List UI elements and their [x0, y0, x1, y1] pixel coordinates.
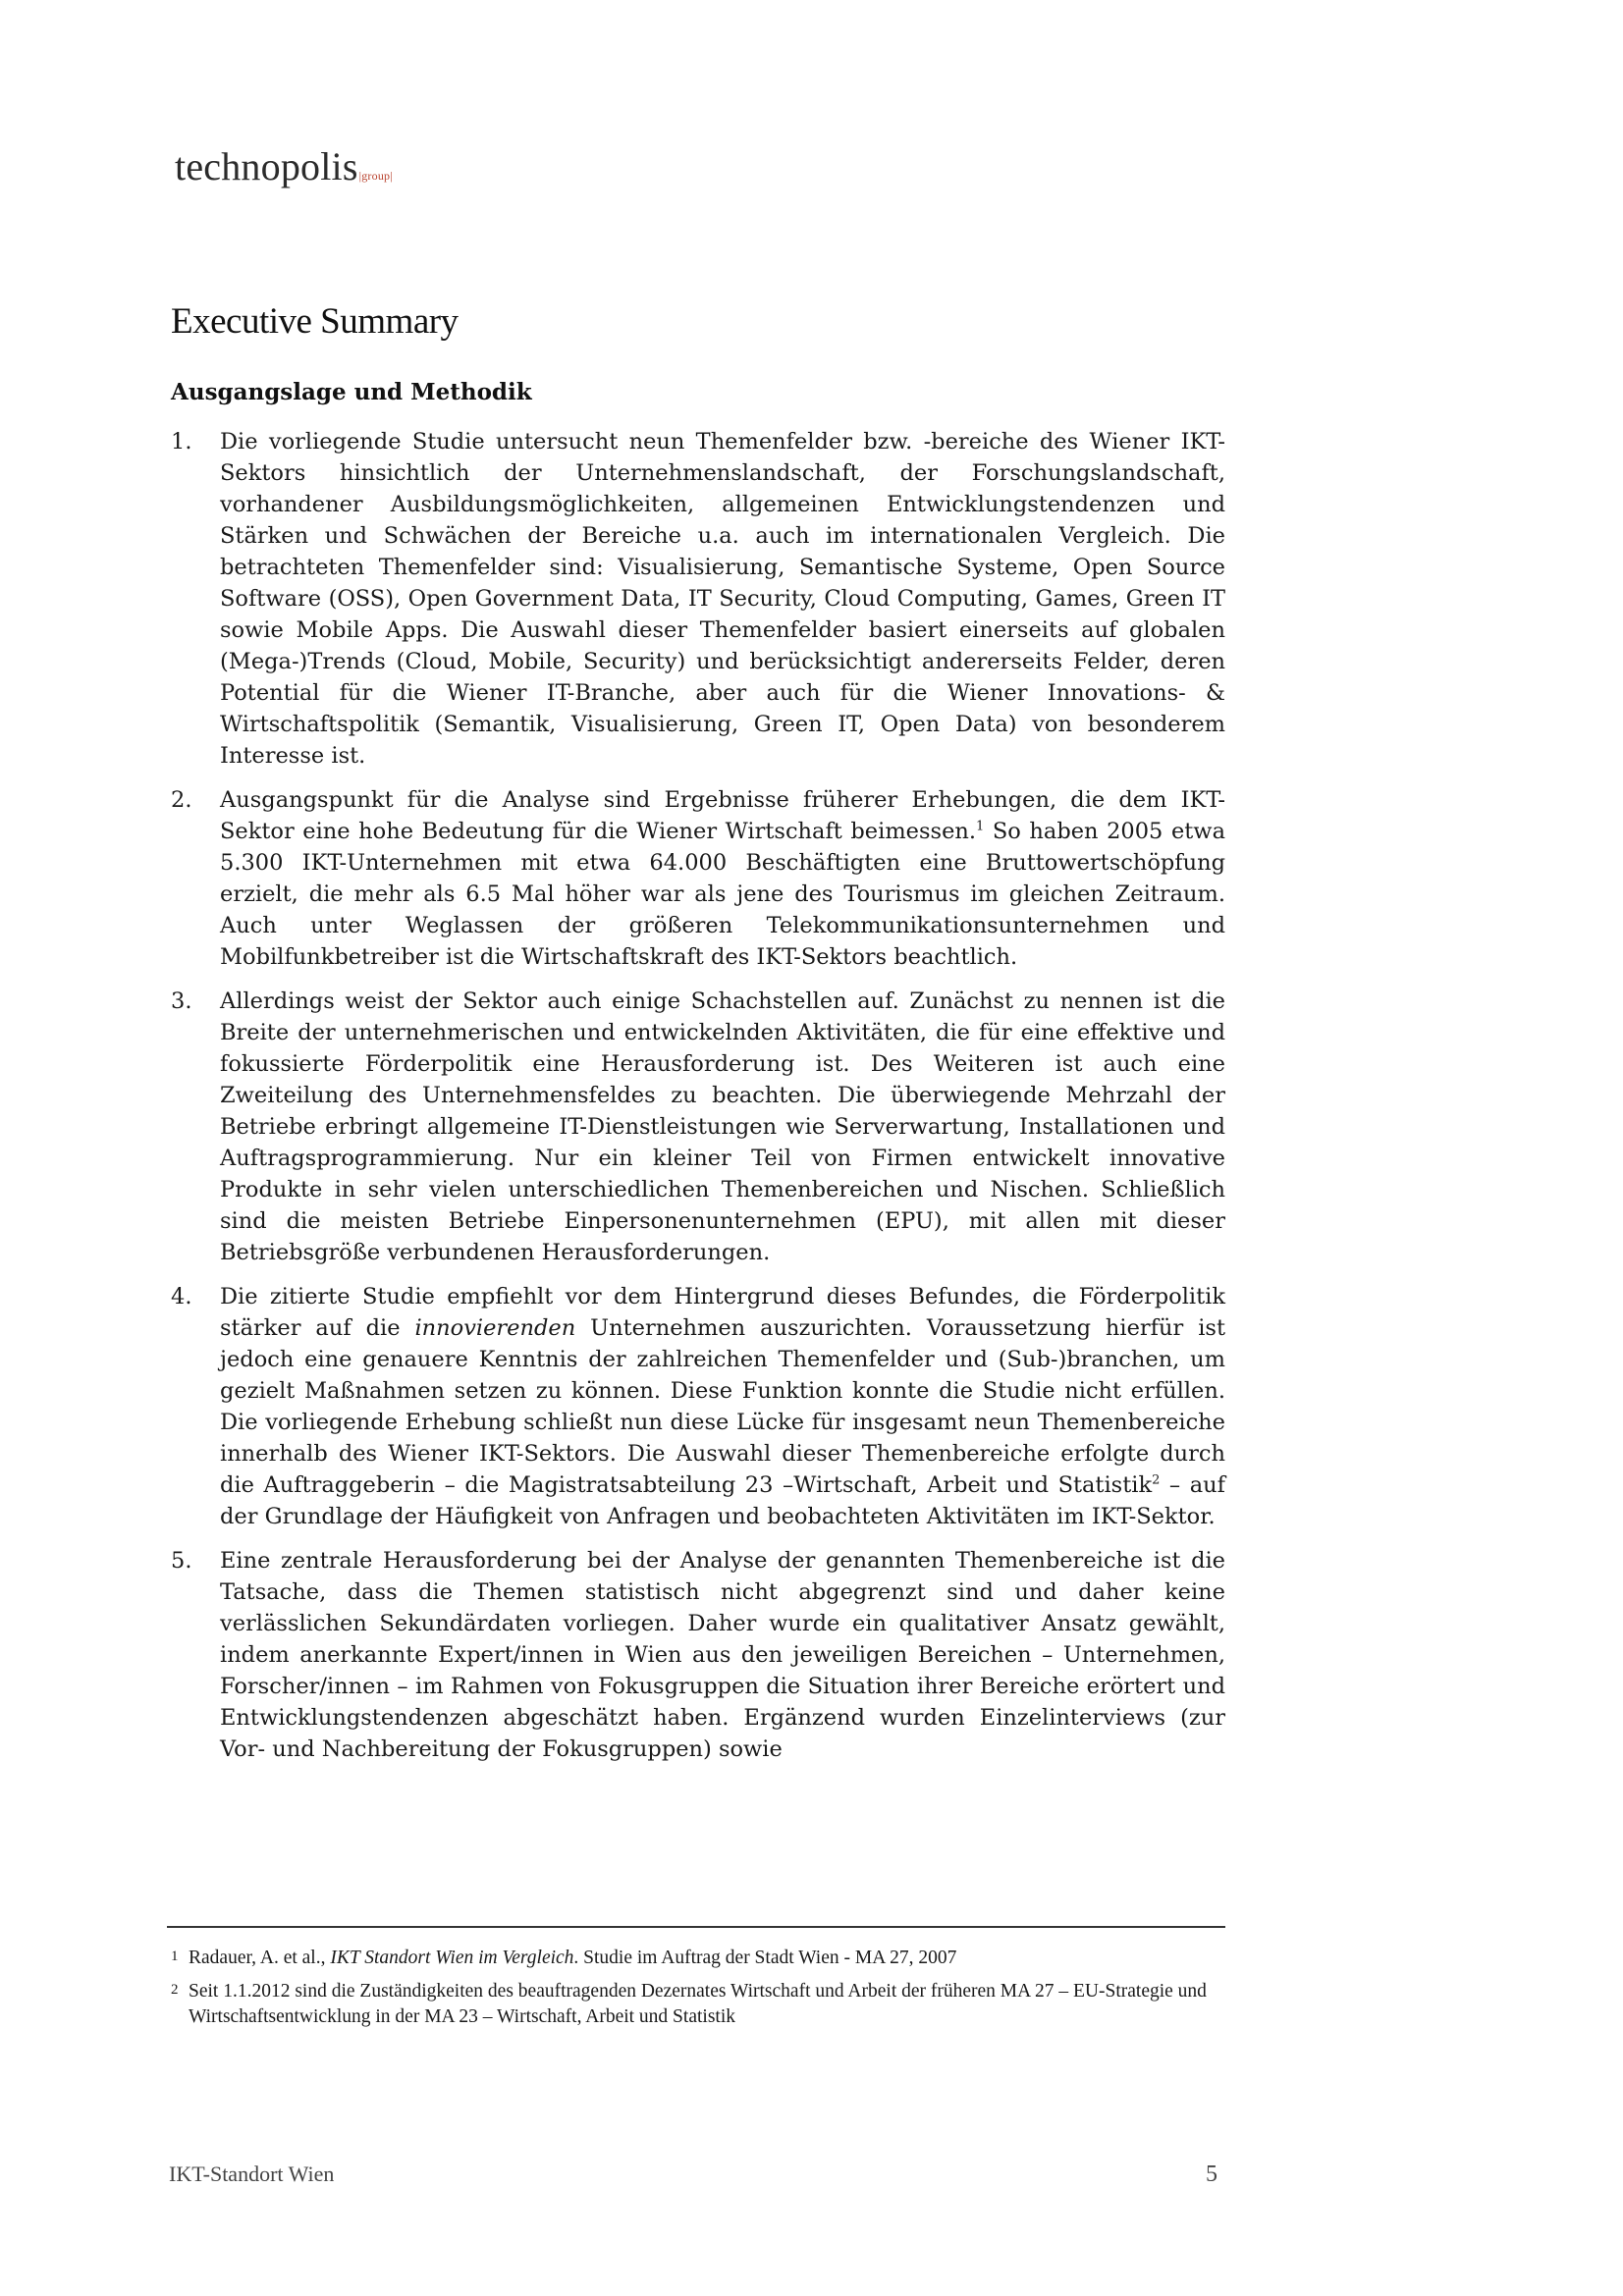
footer-document-title: IKT-Standort Wien [169, 2162, 335, 2186]
paragraph-1 [171, 426, 1225, 772]
page-title: Executive Summary [171, 301, 459, 342]
paragraph-3 [171, 986, 1225, 1268]
paragraph-text-cont: Unternehmen auszurichten. Voraussetzung hierfür ist jedoch eine genauere Kenntnis der zahlreichen Themenfelder und (Sub-)branchen, um gezielt Maßnahmen setzen zu können. Diese Funktion konnte die Studie nicht erfüllen. Die vorliegende Erhebung schließt nun diese Lücke für insgesamt neun Themenbereiche innerhalb des Wiener IKT-Sektors. Die Auswahl dieser Themenbereiche erfolgte durch die Auftraggeberin – die Magistratsabteilung 23 –Wirtschaft, Arbeit und Statistik [220, 1315, 1225, 1498]
paragraph-number: 1. [171, 429, 192, 454]
emphasis-innovierenden: innovierenden [414, 1315, 576, 1341]
footnotes [171, 1946, 1231, 2038]
paragraph-number: 2. [171, 787, 192, 813]
footnote-title: IKT Standort Wien im Vergleich [330, 1948, 574, 1968]
paragraph-5 [171, 1545, 1225, 1765]
paragraph-4 [171, 1281, 1225, 1532]
footnote-ref-2[interactable]: 2 [1152, 1472, 1161, 1488]
numbered-paragraphs [171, 426, 1225, 1778]
paragraph-text: Eine zentrale Herausforderung bei der Analyse der genannten Themenbereiche ist die Tatsache, dass die Themen statistisch nicht abgegrenzt sind und daher keine verlässlichen Sekundärdaten vorliegen. Daher wurde ein qualitativer Ansatz gewählt, indem anerkannte Expert/innen in Wien aus den jeweiligen Bereichen – Unternehmen, Forscher/innen – im Rahmen von Fokusgruppen die Situation ihrer Bereiche erörtert und Entwicklungstendenzen abgeschätzt haben. Ergänzend wurden Einzelinterviews (zur Vor- und Nachbereitung der Fokusgruppen) sowie [220, 1548, 1225, 1762]
logo-wordmark: technopolis [175, 144, 358, 188]
footnote-2 [171, 1979, 1231, 2030]
paragraph-number: 3. [171, 988, 192, 1014]
paragraph-text-end: – auf der Grundlage der Häufigkeit von Anfragen und beobachteten Aktivitäten im IKT-Sektor. [220, 1472, 1225, 1529]
paragraph-text-cont: So haben 2005 etwa 5.300 IKT-Unternehmen mit etwa 64.000 Beschäftigten eine Bruttowertschöpfung erzielt, die mehr als 6.5 Mal höher war als jene des Tourismus im gleichen Zeitraum. Auch unter Weglassen der größeren Telekommunikationsunternehmen und Mobilfunkbetreiber ist die Wirtschaftskraft des IKT-Sektors beachtlich. [220, 819, 1225, 970]
footnote-text: Radauer, A. et al., [189, 1948, 331, 1968]
paragraph-2 [171, 784, 1225, 973]
footnote-text-cont: . Studie im Auftrag der Stadt Wien - MA 27, 2007 [573, 1948, 957, 1968]
logo-group-tag: |group| [358, 169, 393, 183]
page-number: 5 [1206, 2162, 1217, 2187]
footnote-number: 2 [171, 1982, 179, 1998]
paragraph-text: Ausgangspunkt für die Analyse sind Ergebnisse früherer Erhebungen, die dem IKT-Sektor eine hohe Bedeutung für die Wiener Wirtschaft beimessen. [220, 787, 1225, 844]
section-subtitle: Ausgangslage und Methodik [171, 379, 532, 405]
footnote-ref-1[interactable]: 1 [976, 819, 985, 834]
footnote-1 [171, 1946, 1231, 1971]
footnote-number: 1 [171, 1949, 179, 1964]
paragraph-text: Die vorliegende Studie untersucht neun Themenfelder bzw. -bereiche des Wiener IKT-Sektors hinsichtlich der Unternehmenslandschaft, der Forschungslandschaft, vorhandener Ausbildungsmöglichkeiten, allgemeinen Entwicklungstendenzen und Stärken und Schwächen der Bereiche u.a. auch im internationalen Vergleich. Die betrachteten Themenfelder sind: Visualisierung, Semantische Systeme, Open Source Software (OSS), Open Government Data, IT Security, Cloud Computing, Games, Green IT sowie Mobile Apps. Die Auswahl dieser Themenfelder basiert einerseits auf globalen (Mega-)Trends (Cloud, Mobile, Security) und berücksichtigt andererseits Felder, deren Potential für die Wiener IT-Branche, aber auch für die Wiener Innovations- & Wirtschaftspolitik (Semantik, Visualisierung, Green IT, Open Data) von besonderem Interesse ist. [220, 429, 1225, 769]
technopolis-logo [175, 143, 393, 189]
footnote-divider [167, 1926, 1225, 1928]
paragraph-text: Allerdings weist der Sektor auch einige Schachstellen auf. Zunächst zu nennen ist die Breite der unternehmerischen und entwickelnden Aktivitäten, die für eine effektive und fokussierte Förderpolitik eine Herausforderung ist. Des Weiteren ist auch eine Zweiteilung des Unternehmensfeldes zu beachten. Die überwiegende Mehrzahl der Betriebe erbringt allgemeine IT-Dienstleistungen wie Serverwartung, Installationen und Auftragsprogrammierung. Nur ein kleiner Teil von Firmen entwickelt innovative Produkte in sehr vielen unterschiedlichen Themenbereichen und Nischen. Schließlich sind die meisten Betriebe Einpersonenunternehmen (EPU), mit allen mit dieser Betriebsgröße verbundenen Herausforderungen. [220, 988, 1225, 1265]
paragraph-number: 4. [171, 1284, 192, 1309]
paragraph-number: 5. [171, 1548, 192, 1574]
footnote-text: Seit 1.1.2012 sind die Zuständigkeiten des beauftragenden Dezernates Wirtschaft und Arbeit der früheren MA 27 – EU-Strategie und Wirtschaftsentwicklung in der MA 23 – Wirtschaft, Arbeit und Statistik [189, 1981, 1207, 2027]
paragraph-text: Die zitierte Studie empfiehlt vor dem Hintergrund dieses Befundes, die Förderpolitik stärker auf die [220, 1284, 1225, 1341]
